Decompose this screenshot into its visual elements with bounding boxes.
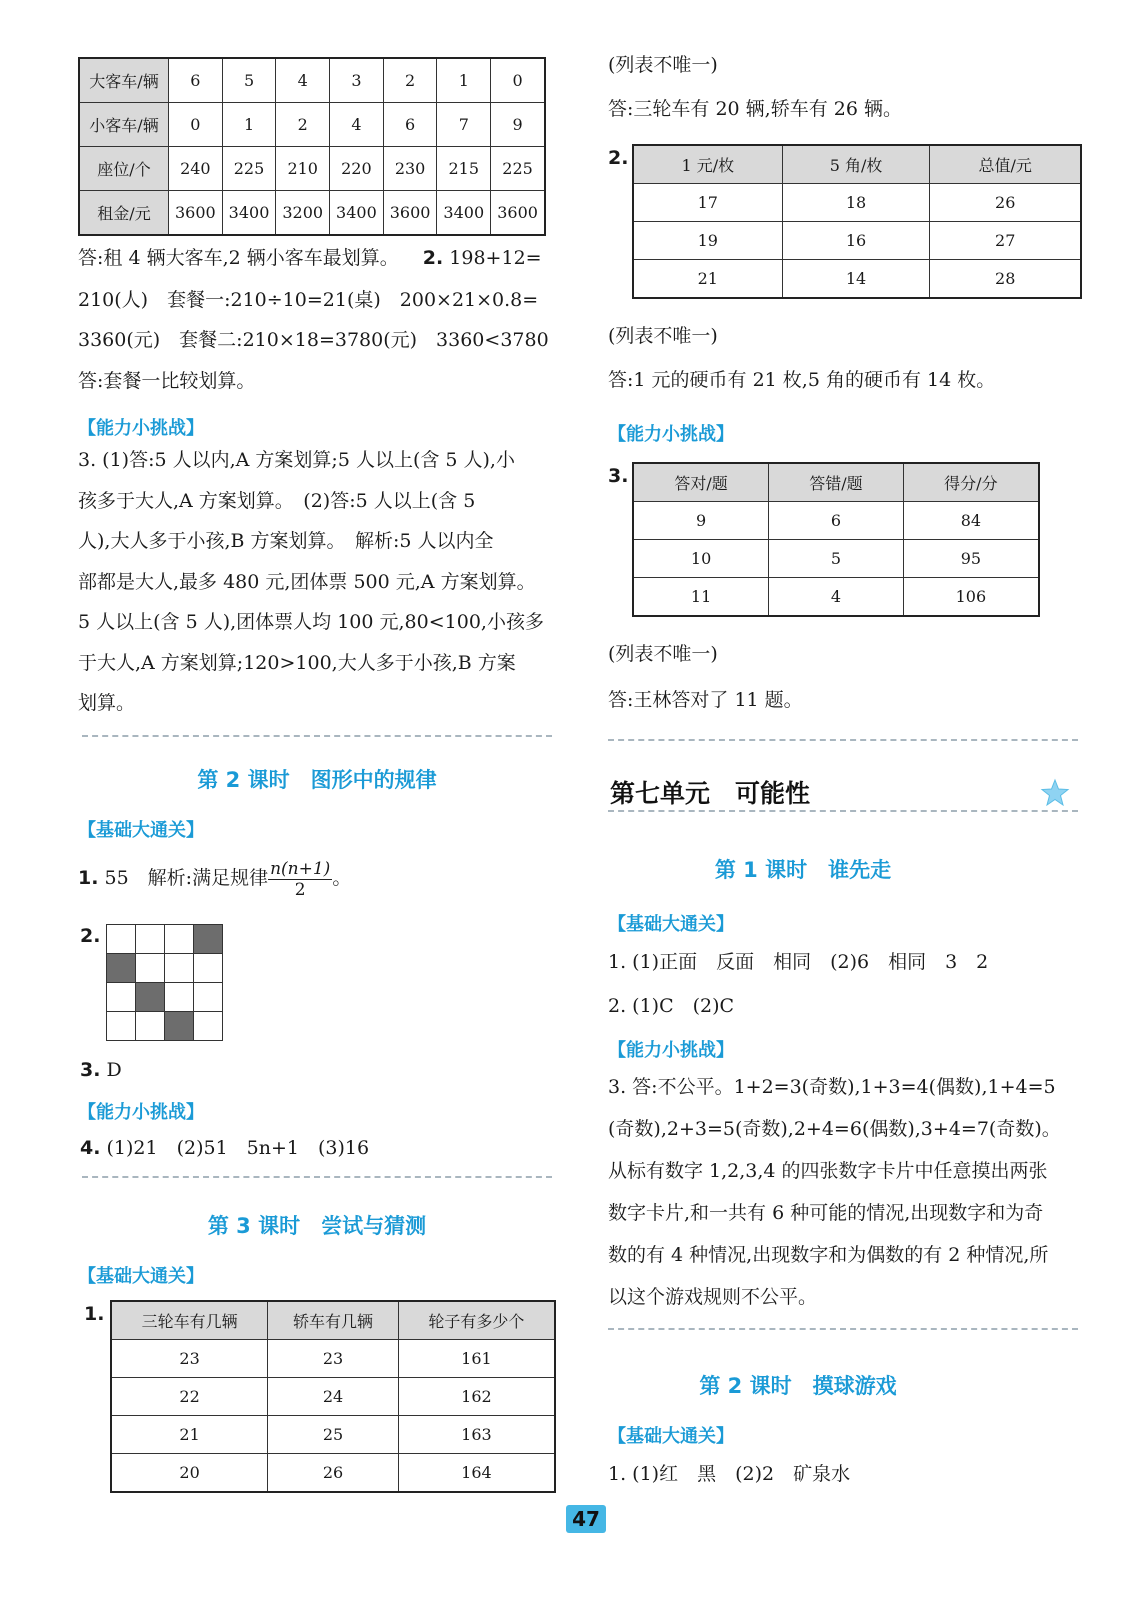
question-number: 3. [80, 1059, 101, 1081]
section-tag: 【基础大通关】 [608, 914, 734, 935]
table-cell: 2 [276, 103, 330, 147]
column-header: 得分/分 [903, 463, 1039, 502]
divider [608, 739, 1078, 741]
answer-text: 198+12= [449, 247, 542, 269]
question-number: 2. [80, 925, 101, 947]
table-cell: 18 [782, 184, 930, 222]
table-row [633, 578, 1039, 617]
divider [608, 810, 1078, 812]
quiz-score-table [632, 462, 1040, 617]
row-header: 租金/元 [79, 191, 169, 236]
table-cell: 17 [633, 184, 782, 222]
grid-cell [165, 954, 194, 983]
divider [608, 1328, 1078, 1330]
text-line: 3. (1)答:5 人以内,A 方案划算;5 人以上(含 5 人),小 [78, 449, 515, 471]
table-row [79, 58, 545, 103]
l2-q4 [80, 1128, 369, 1168]
table-cell: 6 [169, 58, 223, 103]
grid-row [107, 1012, 223, 1041]
text-line: 数的有 4 种情况,出现数字和为偶数的有 2 种情况,所 [608, 1244, 1049, 1266]
table-cell: 3200 [276, 191, 330, 236]
grid-cell [107, 983, 136, 1012]
answer-text: D [106, 1059, 122, 1081]
column-header: 轮子有多少个 [398, 1301, 555, 1340]
column-header: 5 角/枚 [782, 145, 930, 184]
grid-cell-filled [194, 925, 223, 954]
fraction [268, 859, 332, 900]
answer-text: 。 [332, 867, 352, 889]
answer-line: 1. (1)红 黑 (2)2 矿泉水 [608, 1463, 851, 1485]
table-cell: 163 [398, 1416, 555, 1454]
table-cell: 6 [769, 502, 904, 540]
table-cell: 26 [930, 184, 1081, 222]
grid-cell-filled [107, 954, 136, 983]
table-cell: 225 [222, 147, 276, 191]
answer-line: 答:王林答对了 11 题。 [608, 689, 803, 711]
table-cell: 1 [437, 58, 491, 103]
answer-line [78, 238, 542, 278]
column-header: 总值/元 [930, 145, 1081, 184]
table-cell: 0 [491, 58, 545, 103]
table-cell: 240 [169, 147, 223, 191]
question-number: 2. [608, 147, 629, 169]
table-cell: 164 [398, 1454, 555, 1493]
table-row [79, 191, 545, 236]
table-cell: 19 [633, 222, 782, 260]
column-header: 三轮车有几辆 [111, 1301, 268, 1340]
pattern-grid [106, 924, 223, 1041]
calc-line: 3360(元) 套餐二:210×18=3780(元) 3360<3780 [78, 329, 549, 351]
text-line: 孩多于大人,A 方案划算。 (2)答:5 人以上(含 5 [78, 489, 476, 512]
table-cell: 3 [330, 58, 384, 103]
l2-q1 [78, 858, 351, 900]
table-cell: 210 [276, 147, 330, 191]
answer-text: 答:租 4 辆大客车,2 辆小客车最划算。 [78, 247, 399, 269]
table-row [111, 1454, 555, 1493]
table-cell: 21 [111, 1416, 268, 1454]
answer-line: 答:三轮车有 20 辆,轿车有 26 辆。 [608, 98, 902, 120]
grid-cell [165, 925, 194, 954]
column-header: 轿车有几辆 [268, 1301, 399, 1340]
question-number: 2. [422, 247, 444, 269]
grid-cell [136, 1012, 165, 1041]
text-line: 部都是大人,最多 480 元,团体票 500 元,A 方案划算。 [78, 570, 536, 593]
row-header: 小客车/辆 [79, 103, 169, 147]
note-line: (列表不唯一) [608, 54, 718, 76]
table-cell: 3600 [169, 191, 223, 236]
table-cell: 16 [782, 222, 930, 260]
table-row [633, 222, 1081, 260]
table-row [633, 540, 1039, 578]
table-cell: 5 [222, 58, 276, 103]
table-cell: 10 [633, 540, 769, 578]
fraction-numerator: n(n+1) [270, 858, 331, 879]
section-tag: 【能力小挑战】 [78, 418, 204, 439]
table-row [633, 260, 1081, 299]
table-header-row [633, 145, 1081, 184]
grid-cell [194, 954, 223, 983]
grid-cell [136, 954, 165, 983]
table-cell: 4 [330, 103, 384, 147]
table-cell: 0 [169, 103, 223, 147]
table-row [79, 103, 545, 147]
note-line: (列表不唯一) [608, 325, 718, 347]
table-cell: 25 [268, 1416, 399, 1454]
answer-text: (1)21 (2)51 5n+1 (3)16 [106, 1137, 370, 1159]
bus-rental-table [78, 57, 546, 236]
table-cell: 14 [782, 260, 930, 299]
section-tag: 【能力小挑战】 [608, 424, 734, 445]
grid-row [107, 954, 223, 983]
text-line: (奇数),2+3=5(奇数),2+4=6(偶数),3+4=7(奇数)。 [608, 1118, 1061, 1140]
table-cell: 6 [383, 103, 437, 147]
question-number: 4. [80, 1137, 101, 1159]
table-cell: 162 [398, 1378, 555, 1416]
table-row [79, 147, 545, 191]
lesson-title: 第 2 课时 图形中的规律 [197, 768, 437, 792]
table-cell: 5 [769, 540, 904, 578]
note-line: (列表不唯一) [608, 643, 718, 665]
table-cell: 7 [437, 103, 491, 147]
table-cell: 23 [111, 1340, 268, 1378]
table-cell: 215 [437, 147, 491, 191]
question-number: 3. [608, 465, 629, 487]
grid-cell [194, 1012, 223, 1041]
text-line: 人),大人多于小孩,B 方案划算。 解析:5 人以内全 [78, 530, 494, 552]
grid-cell [107, 1012, 136, 1041]
lesson-title: 第 3 课时 尝试与猜测 [207, 1214, 427, 1238]
lesson-title: 第 2 课时 摸球游戏 [699, 1374, 897, 1398]
q3-paragraph [78, 440, 544, 724]
fraction-denominator: 2 [294, 879, 306, 900]
grid-row [107, 983, 223, 1012]
grid-cell-filled [136, 983, 165, 1012]
grid-cell [136, 925, 165, 954]
column-header: 答错/题 [769, 463, 904, 502]
lesson-title: 第 1 课时 谁先走 [714, 858, 892, 882]
table-cell: 84 [903, 502, 1039, 540]
table-cell: 21 [633, 260, 782, 299]
table-cell: 9 [491, 103, 545, 147]
column-header: 1 元/枚 [633, 145, 782, 184]
table-cell: 225 [491, 147, 545, 191]
question-number: 1. [78, 867, 99, 889]
section-tag: 【能力小挑战】 [608, 1040, 734, 1061]
text-line: 划算。 [78, 692, 136, 714]
table-cell: 27 [930, 222, 1081, 260]
table-row [111, 1340, 555, 1378]
table-cell: 4 [276, 58, 330, 103]
answer-line: 1. (1)正面 反面 相同 (2)6 相同 3 2 [608, 951, 989, 973]
section-tag: 【基础大通关】 [78, 1266, 204, 1287]
text-line: 5 人以上(含 5 人),团体票人均 100 元,80<100,小孩多 [78, 611, 544, 633]
table-cell: 3400 [222, 191, 276, 236]
table-cell: 3600 [383, 191, 437, 236]
table-cell: 1 [222, 103, 276, 147]
section-tag: 【基础大通关】 [78, 820, 204, 841]
table-row [111, 1378, 555, 1416]
section-tag: 【基础大通关】 [608, 1426, 734, 1447]
answer-line: 答:套餐一比较划算。 [78, 370, 256, 392]
grid-cell-filled [165, 1012, 194, 1041]
calc-line: 210(人) 套餐一:210÷10=21(桌) 200×21×0.8= [78, 289, 539, 311]
coin-table [632, 144, 1082, 299]
table-row [633, 184, 1081, 222]
grid-cell [107, 925, 136, 954]
section-tag: 【能力小挑战】 [78, 1102, 204, 1123]
table-cell: 161 [398, 1340, 555, 1378]
table-cell: 95 [903, 540, 1039, 578]
u-q3-paragraph [608, 1066, 1061, 1318]
table-cell: 106 [903, 578, 1039, 617]
column-header: 答对/题 [633, 463, 769, 502]
table-header-row [111, 1301, 555, 1340]
text-line: 从标有数字 1,2,3,4 的四张数字卡片中任意摸出两张 [608, 1160, 1048, 1182]
text-line: 以这个游戏规则不公平。 [608, 1286, 818, 1308]
table-row [633, 502, 1039, 540]
grid-cell [194, 983, 223, 1012]
answer-line: 2. (1)C (2)C [608, 995, 735, 1017]
table-cell: 9 [633, 502, 769, 540]
table-cell: 220 [330, 147, 384, 191]
table-cell: 22 [111, 1378, 268, 1416]
star-icon [1040, 778, 1070, 808]
table-cell: 20 [111, 1454, 268, 1493]
table-cell: 23 [268, 1340, 399, 1378]
grid-row [107, 925, 223, 954]
table-cell: 3400 [330, 191, 384, 236]
text-line: 3. 答:不公平。1+2=3(奇数),1+3=4(偶数),1+4=5 [608, 1076, 1056, 1098]
table-cell: 3400 [437, 191, 491, 236]
answer-text: 55 解析:满足规律 [104, 867, 269, 889]
table-cell: 230 [383, 147, 437, 191]
table-cell: 26 [268, 1454, 399, 1493]
table-header-row [633, 463, 1039, 502]
question-number: 1. [84, 1303, 105, 1325]
text-line: 于大人,A 方案划算;120>100,大人多于小孩,B 方案 [78, 651, 516, 674]
answer-line: 答:1 元的硬币有 21 枚,5 角的硬币有 14 枚。 [608, 369, 996, 391]
table-cell: 11 [633, 578, 769, 617]
row-header: 座位/个 [79, 147, 169, 191]
l2-q3 [80, 1050, 122, 1090]
tricycle-car-table [110, 1300, 556, 1493]
table-cell: 3600 [491, 191, 545, 236]
text-line: 数字卡片,和一共有 6 种可能的情况,出现数字和为奇 [608, 1202, 1044, 1224]
table-cell: 24 [268, 1378, 399, 1416]
divider [82, 1176, 552, 1178]
table-cell: 2 [383, 58, 437, 103]
unit-title: 第七单元 可能性 [610, 779, 811, 808]
divider [82, 735, 552, 737]
row-header: 大客车/辆 [79, 58, 169, 103]
table-cell: 28 [930, 260, 1081, 299]
grid-cell [165, 983, 194, 1012]
page-number: 47 [566, 1505, 606, 1533]
table-row [111, 1416, 555, 1454]
table-cell: 4 [769, 578, 904, 617]
